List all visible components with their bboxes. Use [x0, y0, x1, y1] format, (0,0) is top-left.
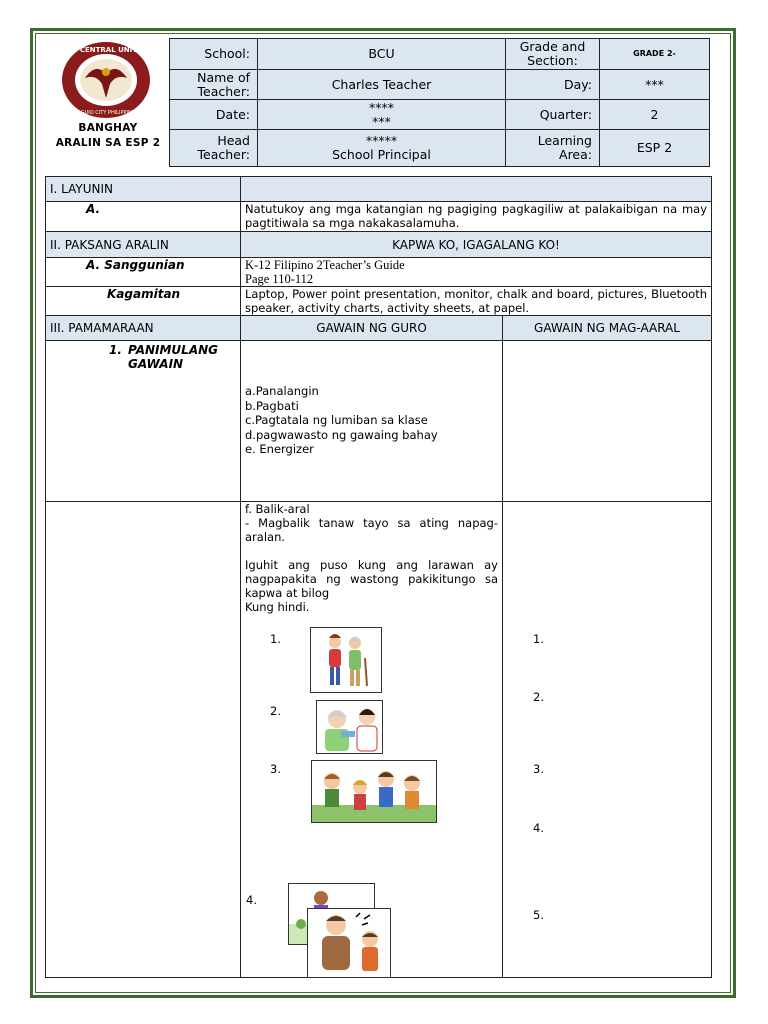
mag-number-3: 3. [533, 762, 544, 776]
kagamitan-row [46, 287, 712, 316]
step-3: c.Pagtatala ng lumiban sa klase [245, 413, 428, 427]
sanggunian-row [46, 258, 712, 287]
guro-number-3: 3. [270, 762, 281, 776]
guro-number-2: 2. [270, 704, 281, 718]
step-4: d.pagwawasto ng gawaing bahay [245, 427, 438, 442]
mag-number-1: 1. [533, 632, 544, 646]
kagamitan-label: Kagamitan [46, 287, 241, 316]
head-teacher-value [258, 130, 506, 167]
panimula-label [46, 341, 241, 502]
panimula-student-cell [503, 341, 712, 502]
picture-helping-elderly [310, 627, 382, 693]
pamamaraan-row [46, 316, 712, 341]
sanggunian-label: A. Sanggunian [46, 258, 241, 287]
university-logo [46, 40, 166, 120]
header-info-table [169, 38, 710, 167]
grade-value: GRADE 2- [600, 39, 710, 70]
panimula-label-line-2: GAWAIN [128, 357, 184, 371]
panimula-number: 1. [109, 343, 122, 357]
sanggunian-line-1: K-12 Filipino 2Teacher’s Guide [245, 258, 405, 272]
picture-scene-foreground [307, 908, 391, 978]
balik-aral-title: f. Balik-aral [245, 502, 310, 516]
balik-aral-text: - Magbalik tanaw tayo sa ating napag-aralan. [245, 516, 498, 544]
col-guro-header: GAWAIN NG GURO [241, 316, 503, 341]
balik-aral-student-cell [503, 502, 712, 978]
layunin-a-label: A. [46, 202, 241, 232]
step-5: e. Energizer [245, 442, 314, 456]
date-value-line-1: **** [369, 99, 394, 115]
mag-number-4: 4. [533, 821, 544, 835]
pamamaraan-title: III. PAMAMARAAN [46, 316, 241, 341]
layunin-a-text: Natutukoy ang mga katangian ng pagiging pagkagiliw at palakaibigan na may pagtitiwala sa mga nakakasalamuha. [241, 202, 712, 232]
date-label: Date: [170, 100, 258, 130]
kagamitan-text: Laptop, Power point presentation, monitor, chalk and board, pictures, Bluetooth speaker, activity charts, activity sheets, at papel. [241, 287, 712, 316]
col-mag-header: GAWAIN NG MAG-AARAL [503, 316, 712, 341]
logo-text-bottom: BAGUIO CITY PHILIPPINES [73, 110, 139, 116]
teacher-label: Name of Teacher: [170, 70, 258, 100]
mag-number-2: 2. [533, 690, 544, 704]
caption-line-2: ARALIN SA ESP 2 [55, 137, 161, 149]
instruction-text: Iguhit ang puso kung ang larawan ay nagpapakita ng wastong pakikitungo sa kapwa at bilog [245, 558, 498, 600]
guro-number-4: 4. [246, 893, 257, 907]
school-label: School: [170, 39, 258, 70]
sanggunian-text [241, 258, 712, 287]
quarter-value: 2 [600, 100, 710, 130]
paksang-title: II. PAKSANG ARALIN [46, 232, 241, 258]
teacher-value: Charles Teacher [258, 70, 506, 100]
head-teacher-line-2: School Principal [332, 147, 431, 162]
date-value [258, 100, 506, 130]
instruction-tail: Kung hindi. [245, 600, 310, 614]
head-teacher-line-1: ***** [365, 133, 398, 148]
layunin-title: I. LAYUNIN [46, 177, 241, 202]
step-1: a.Panalangin [245, 384, 319, 398]
grade-label: Grade and Section: [506, 39, 600, 70]
sanggunian-line-2: Page 110-112 [245, 272, 314, 286]
picture-child-elderly [316, 700, 383, 754]
date-value-line-2: *** [372, 113, 391, 129]
lesson-plan-caption [46, 121, 170, 151]
panimula-label-line-1: PANIMULANG [128, 343, 218, 357]
caption-line-1: BANGHAY [78, 122, 138, 134]
paksang-row [46, 232, 712, 258]
step-2: b.Pagbati [245, 398, 299, 413]
panimula-steps [241, 341, 503, 502]
picture-group-kids [311, 760, 437, 823]
layunin-row [46, 177, 712, 202]
mag-number-5: 5. [533, 908, 544, 922]
layunin-a-row [46, 202, 712, 232]
lesson-plan-table [45, 176, 712, 978]
day-value: *** [600, 70, 710, 100]
panimula-row [46, 341, 712, 502]
paksang-topic: KAPWA KO, IGAGALANG KO! [241, 232, 712, 258]
quarter-label: Quarter: [506, 100, 600, 130]
day-label: Day: [506, 70, 600, 100]
learning-area-label: Learning Area: [506, 130, 600, 167]
guro-number-1: 1. [270, 632, 281, 646]
school-value: BCU [258, 39, 506, 70]
head-teacher-label: Head Teacher: [170, 130, 258, 167]
learning-area-value: ESP 2 [600, 130, 710, 167]
logo-text-top: BAGUIO CENTRAL UNIVERSITY [46, 46, 166, 54]
